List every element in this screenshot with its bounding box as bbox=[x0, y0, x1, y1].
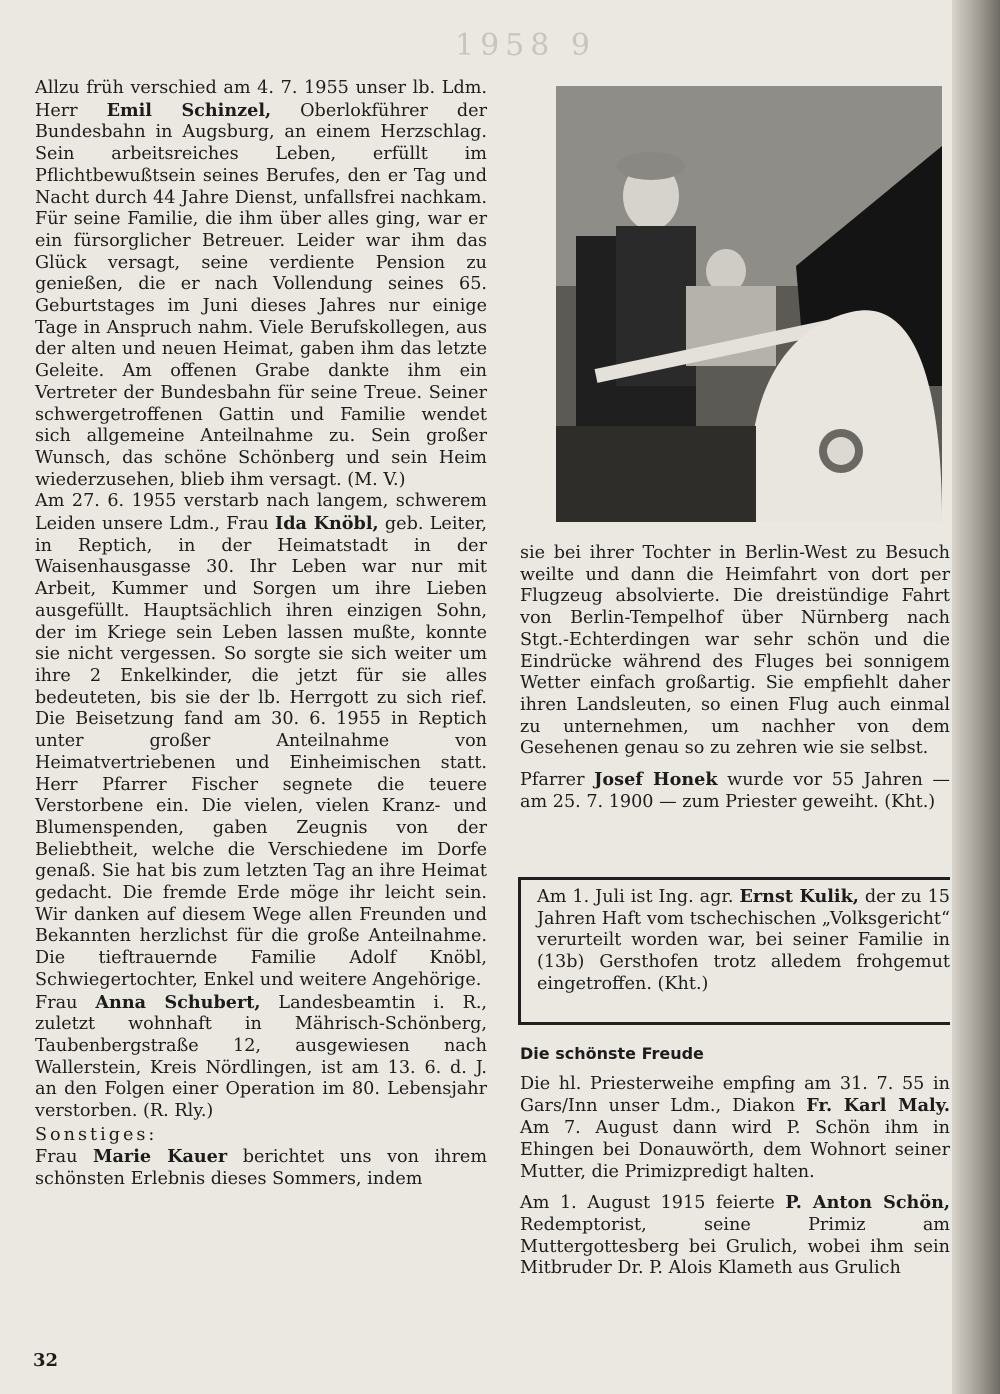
name-emil-schinzel: Emil Schinzel, bbox=[106, 99, 272, 121]
name-ernst-kulik: Ernst Kulik, bbox=[739, 886, 859, 907]
faint-header-mark: 1958 9 bbox=[455, 28, 596, 63]
note-schoen: Am 1. August 1915 feierte P. Anton Schön, Redemptorist, seine Primiz am Muttergottesberg bei Grulich, wobei ihm sein Mitbruder Dr. P. Alois Klameth aus Grulich bbox=[520, 1192, 950, 1279]
note-honek: Pfarrer Josef Honek wurde vor 55 Jahren — am 25. 7. 1900 — zum Priester geweiht. (Kht.) bbox=[520, 769, 951, 812]
right-column bbox=[520, 543, 950, 813]
obituary-schubert: Frau Anna Schubert, Landesbeamtin i. R., zuletzt wohnhaft in Mährisch-Schönberg, Taubenbergstraße 12, ausgewiesen nach Wallerstein, Kreis Nördlingen, ist am 13. 6. d. J. an den Folgen einer Operation im 80. Lebensjahr verstorben. (R. Rly.) bbox=[35, 991, 488, 1122]
section-label-sonstiges: Sonstiges: bbox=[35, 1124, 158, 1145]
obituary-knoebl: Am 27. 6. 1955 verstarb nach langem, schwerem Leiden unsere Ldm., Frau Ida Knöbl, geb. Leiter, in Reptich, in der Heimatstadt in der Waisenhausgasse 30. Ihr Leben war nur mit Arbeit, Kummer und Sorgen um ihre Lieben ausgefüllt. Hauptsächlich ihren einzigen Sohn, der im Kriege sein Leben lassen mußte, konnte sie nicht vergessen. So sorgte sie sich weiter um ihre 2 Enkelkinder, die jetzt für sie alles bedeuteten, bis sie der lb. Herrgott zu sich rief. Die Beisetzung fand am 30. 6. 1955 in Reptich unter großer Anteilnahme von Heimatvertriebenen und Einheimischen statt. Herr Pfarrer Fischer segnete die teuere Verstorbene ein. Die vielen, vielen Kranz- und Blumenspenden, gaben Zeugnis von der Beliebtheit, welche die Verschiedene im Dorfe genaß. Sie hat bis zum letzten Tag an ihre Heimat gedacht. Die fremde Erde möge ihr leicht sein. Wir danken auf diesem Wege allen Freunden und Bekannten herzlichst für die große Anteilnahme. Die tieftrauernde Familie Adolf Knöbl, Schwiegertochter, Enkel und weitere Angehörige. bbox=[35, 491, 487, 990]
name-ida-knoebl: Ida Knöbl, bbox=[274, 513, 379, 535]
name-josef-honek: Josef Honek bbox=[594, 769, 718, 791]
report-kauer: Frau Marie Kauer berichtet uns von ihrem schönsten Erlebnis dieses Sommers, indem bbox=[35, 1146, 488, 1190]
left-column bbox=[35, 78, 487, 1191]
name-anna-schubert: Anna Schubert, bbox=[95, 991, 261, 1013]
right-column-lower bbox=[520, 1043, 950, 1280]
name-karl-maly: Fr. Karl Maly. bbox=[806, 1095, 951, 1117]
name-marie-kauer: Marie Kauer bbox=[93, 1146, 228, 1168]
photo-woman-at-airplane bbox=[556, 86, 942, 522]
report-kauer-continued: sie bei ihrer Tochter in Berlin-West zu Besuch weilte und dann die Heimfahrt von dort per Flugzeug absolvierte. Die dreistündige Fahrt von Berlin-Tempelhof über Nürnberg nach Stgt.-Echterdingen war sehr schön und die Eindrücke während des Fluges bei sonnigem Wetter einfach großartig. Sie empfiehlt daher ihren Landsleuten, so einen Flug auch einmal zu unternehmen, um nachher von dem Gesehenen genau so zu zehren wie sie selbst. bbox=[520, 543, 950, 759]
note-maly: Die hl. Priesterweihe empfing am 31. 7. 55 in Gars/Inn unser Ldm., Diakon Fr. Karl Maly. Am 7. August dann wird P. Schön ihm in Ehingen bei Donauwörth, dem Wohnort seiner Mutter, die Primizpredigt halten. bbox=[520, 1073, 951, 1182]
page-number: 32 bbox=[33, 1350, 59, 1371]
adjacent-page-edge bbox=[952, 0, 1000, 1394]
obituary-schinzel: Allzu früh verschied am 4. 7. 1955 unser lb. Ldm. Herr Emil Schinzel, Oberlokführer der Bundesbahn in Augsburg, an einem Herzschlag. Sein arbeitsreiches Leben, erfüllt im Pflichtbewußtsein seines Berufes, den er Tag und Nacht durch 44 Jahre Dienst, unfallsfrei nachkam. Für seine Familie, die ihm über alles ging, war er ein fürsorglicher Betreuer. Leider war ihm das Glück versagt, seine verdiente Pension zu genießen, die er nach Vollendung seines 65. Geburtstages im Juni dieses Jahres nur einige Tage in Anspruch nahm. Viele Berufskollegen, aus der alten und neuen Heimat, gaben ihm das letzte Geleite. Am offenen Grabe dankte ihm ein Vertreter der Bundesbahn für seine Treue. Seiner schwergetroffenen Gattin und Familie wendet sich allgemeine Anteilnahme zu. Sein großer Wunsch, das schöne Schönberg und sein Heim wiederzusehen, blieb ihm versagt. (M. V.) bbox=[35, 78, 487, 490]
name-anton-schoen: P. Anton Schön, bbox=[785, 1192, 950, 1214]
heading-schoenste-freude: Die schönste Freude bbox=[520, 1044, 704, 1063]
boxed-notice-kulik: Am 1. Juli ist Ing. agr. Ernst Kulik, der zu 15 Jahren Haft vom tschechischen „Volksgericht“ verurteilt worden war, bei seiner Familie in (13b) Gersthofen trotz alledem frohgemut eingetroffen. (Kht.) bbox=[518, 877, 950, 1025]
